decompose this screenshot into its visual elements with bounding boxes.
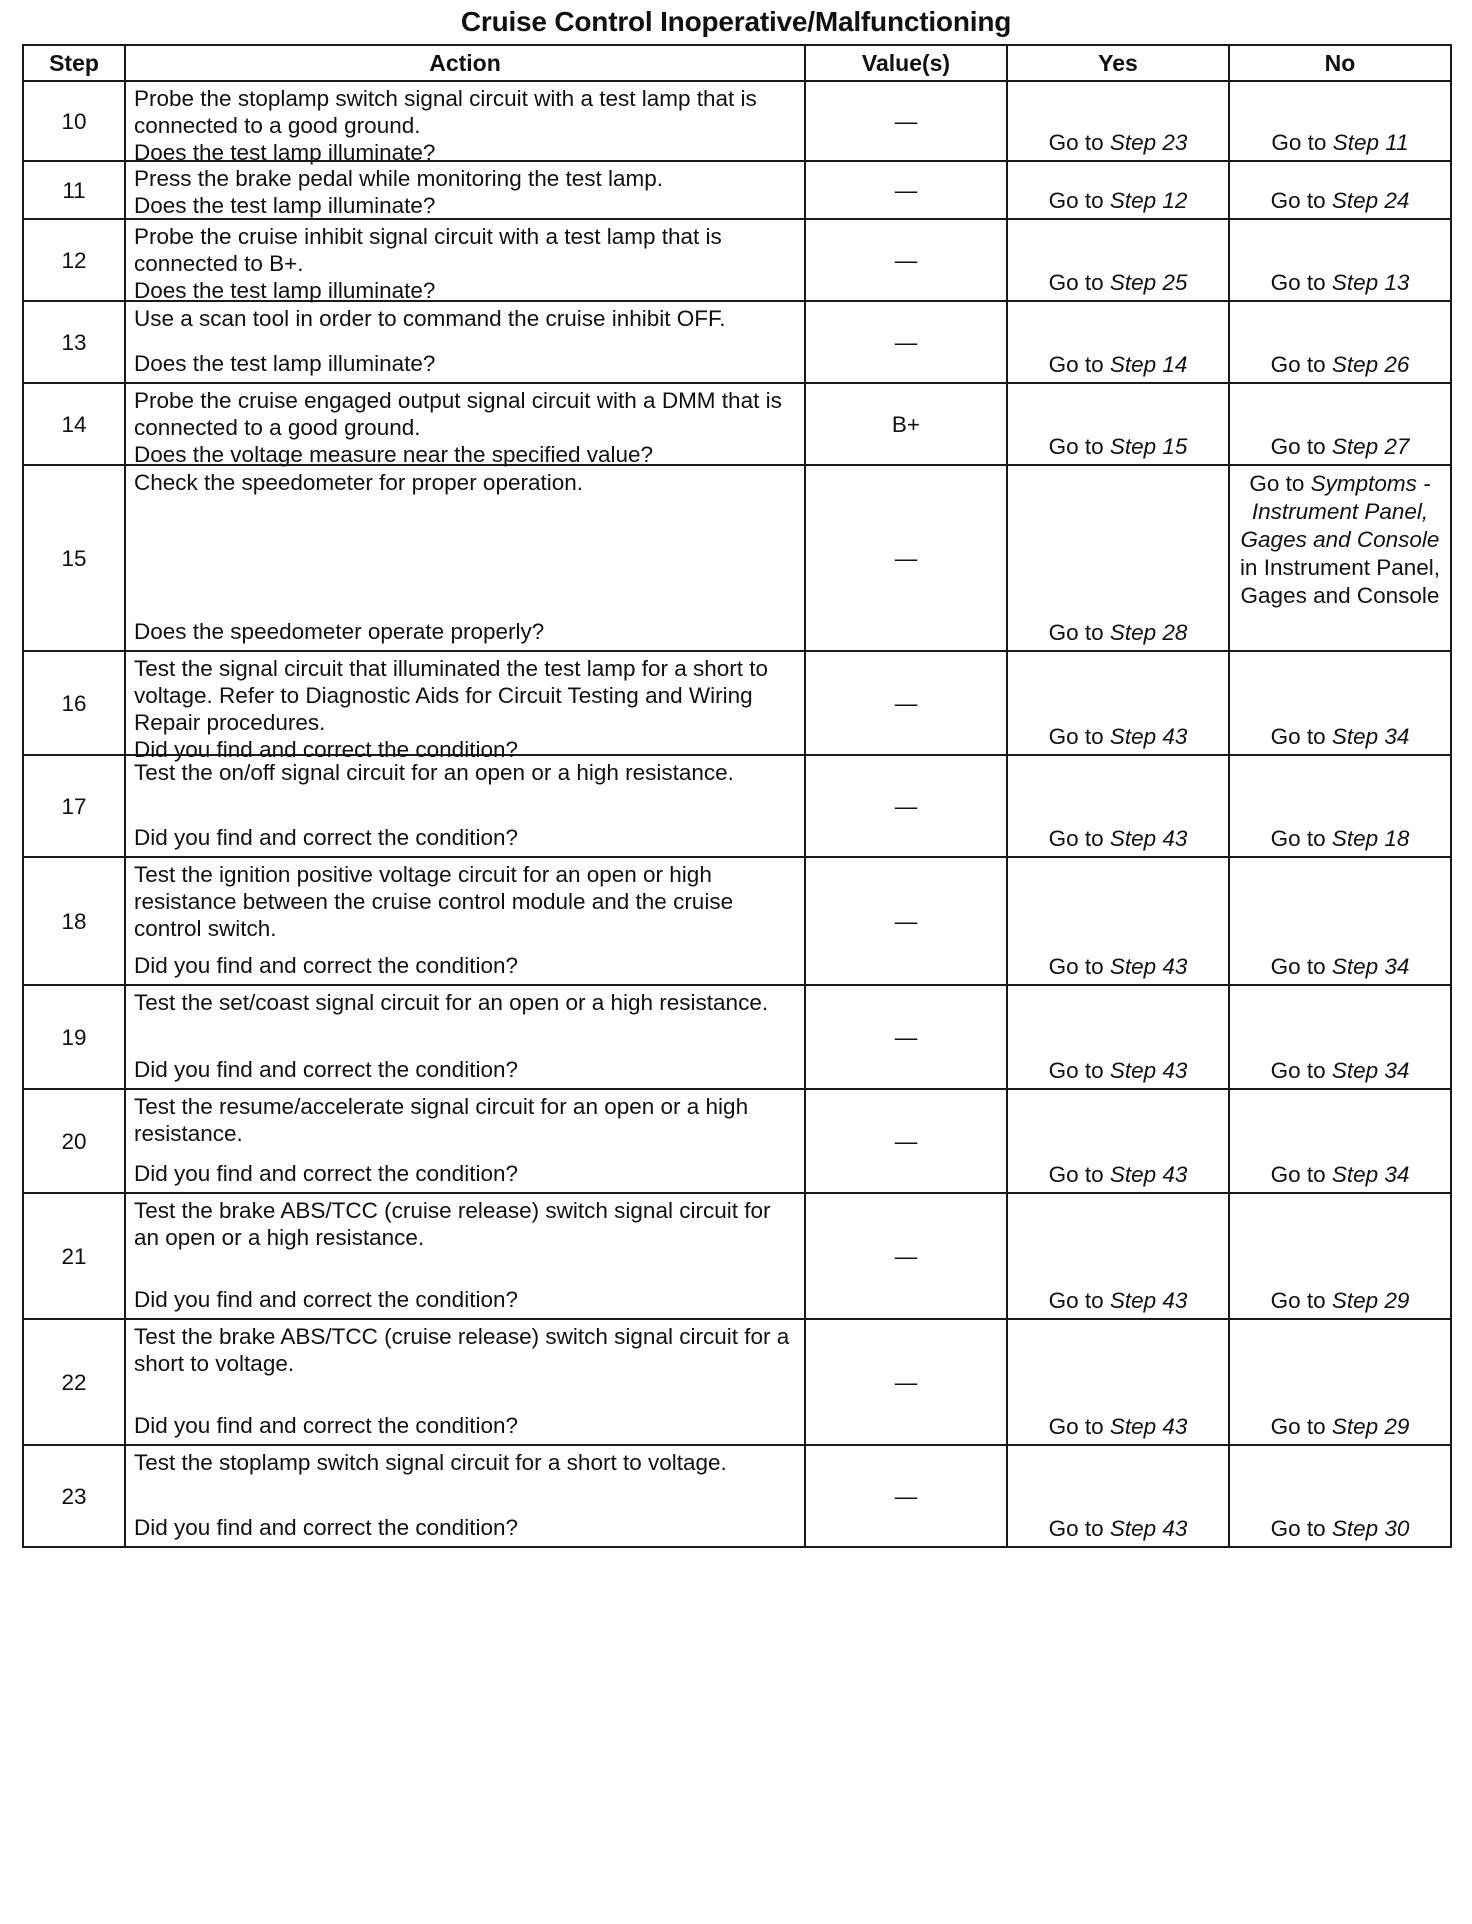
no-cell: [1229, 465, 1451, 651]
yes-prefix: Go to: [1048, 1288, 1110, 1313]
action-question: Does the test lamp illuminate?: [134, 193, 436, 218]
no-step-link[interactable]: Step 11: [1332, 130, 1409, 155]
action-content: [134, 759, 796, 851]
step-number: 22: [23, 1319, 125, 1445]
yes-step-link[interactable]: Step 43: [1109, 826, 1188, 851]
action-question: Did you find and correct the condition?: [134, 737, 518, 762]
table-row: [23, 81, 1451, 161]
table-row: [23, 301, 1451, 383]
action-question: Did you find and correct the condition?: [134, 1515, 518, 1540]
action-content: [134, 305, 796, 377]
value-cell: —: [805, 755, 1007, 857]
value-cell: —: [805, 985, 1007, 1089]
no-prefix: Go to: [1270, 1288, 1332, 1313]
table-row: [23, 1089, 1451, 1193]
yes-step-link[interactable]: Step 23: [1109, 130, 1188, 155]
step-number: 23: [23, 1445, 125, 1547]
yes-step-link[interactable]: Step 28: [1109, 620, 1188, 645]
yes-step-link[interactable]: Step 43: [1109, 1414, 1188, 1439]
yes-prefix: Go to: [1048, 826, 1110, 851]
no-step-link[interactable]: Step 18: [1331, 826, 1410, 851]
diagnostic-table: [22, 44, 1452, 1548]
action-cell: [125, 383, 805, 465]
action-question: Did you find and correct the condition?: [134, 1057, 518, 1082]
action-question: Did you find and correct the condition?: [134, 825, 518, 850]
yes-prefix: Go to: [1048, 1058, 1110, 1083]
value-cell: —: [805, 1445, 1007, 1547]
yes-prefix: Go to: [1048, 1162, 1110, 1187]
table-row: [23, 219, 1451, 301]
yes-cell: [1007, 985, 1229, 1089]
header-row: [23, 45, 1451, 81]
action-cell: [125, 465, 805, 651]
yes-prefix: Go to: [1048, 620, 1110, 645]
step-number: 17: [23, 755, 125, 857]
action-text: Probe the stoplamp switch signal circuit with a test lamp that is connected to a good ground.: [134, 86, 757, 138]
no-cell: [1229, 1193, 1451, 1319]
action-content: [134, 165, 796, 218]
action-cell: [125, 985, 805, 1089]
table-row: [23, 465, 1451, 651]
action-cell: [125, 1193, 805, 1319]
action-text: Test the signal circuit that illuminated the test lamp for a short to voltage. Refer to Diagnostic Aids for Circuit Testing and Wiring Repair procedures.: [134, 656, 769, 735]
action-question: Did you find and correct the condition?: [134, 1161, 518, 1186]
action-text: Probe the cruise engaged output signal circuit with a DMM that is connected to a good ground.: [134, 388, 782, 440]
table-row: [23, 1319, 1451, 1445]
no-prefix: Go to: [1270, 352, 1332, 377]
yes-prefix: Go to: [1048, 1414, 1110, 1439]
action-content: [134, 387, 796, 467]
yes-step-link[interactable]: Step 15: [1109, 434, 1188, 459]
yes-step-link[interactable]: Step 43: [1109, 1288, 1188, 1313]
header-values: Value(s): [805, 45, 1007, 81]
action-content: [134, 1093, 796, 1187]
yes-cell: [1007, 1445, 1229, 1547]
action-cell: [125, 1445, 805, 1547]
no-step-link[interactable]: Step 34: [1331, 1058, 1410, 1083]
action-question: Did you find and correct the condition?: [134, 953, 518, 978]
no-step-link[interactable]: Step 30: [1331, 1516, 1410, 1541]
step-number: 11: [23, 161, 125, 219]
yes-step-link[interactable]: Step 14: [1109, 352, 1188, 377]
action-content: [134, 655, 796, 762]
yes-step-link[interactable]: Step 43: [1109, 724, 1188, 749]
action-text: Use a scan tool in order to command the cruise inhibit OFF.: [134, 306, 726, 331]
header-action: Action: [125, 45, 805, 81]
yes-prefix: Go to: [1048, 954, 1110, 979]
table-row: [23, 1445, 1451, 1547]
header-no: No: [1229, 45, 1451, 81]
no-cell: [1229, 1319, 1451, 1445]
page-title: Cruise Control Inoperative/Malfunctioning: [460, 6, 1012, 37]
yes-cell: [1007, 161, 1229, 219]
no-prefix: Go to: [1270, 270, 1332, 295]
yes-cell: [1007, 301, 1229, 383]
no-step-link[interactable]: Step 34: [1331, 954, 1410, 979]
value-cell: —: [805, 81, 1007, 161]
no-step-link[interactable]: Step 34: [1331, 1162, 1410, 1187]
action-text: Check the speedometer for proper operation.: [134, 470, 584, 495]
action-text: Test the ignition positive voltage circuit for an open or high resistance between the cruise control module and the cruise control switch.: [134, 862, 734, 941]
no-cell: [1229, 219, 1451, 301]
step-number: 20: [23, 1089, 125, 1193]
no-cell: [1229, 1445, 1451, 1547]
yes-cell: [1007, 465, 1229, 651]
value-cell: —: [805, 1089, 1007, 1193]
action-question: Did you find and correct the condition?: [134, 1287, 518, 1312]
no-cell: [1229, 383, 1451, 465]
yes-cell: [1007, 219, 1229, 301]
step-number: 13: [23, 301, 125, 383]
action-cell: [125, 301, 805, 383]
value-cell: B+: [805, 383, 1007, 465]
yes-prefix: Go to: [1048, 434, 1110, 459]
action-text: Test the brake ABS/TCC (cruise release) switch signal circuit for a short to voltage.: [134, 1324, 790, 1376]
step-number: 18: [23, 857, 125, 985]
step-number: 12: [23, 219, 125, 301]
value-cell: —: [805, 301, 1007, 383]
no-cell: [1229, 985, 1451, 1089]
action-question: Did you find and correct the condition?: [134, 1413, 518, 1438]
action-content: [134, 861, 796, 979]
yes-step-link[interactable]: Step 43: [1109, 1162, 1188, 1187]
yes-prefix: Go to: [1048, 188, 1110, 213]
no-step-link[interactable]: Step 27: [1331, 434, 1410, 459]
action-cell: [125, 219, 805, 301]
action-question: Does the voltage measure near the specified value?: [134, 442, 654, 467]
yes-cell: [1007, 857, 1229, 985]
action-text: Test the resume/accelerate signal circuit for an open or a high resistance.: [134, 1094, 749, 1146]
yes-cell: [1007, 81, 1229, 161]
no-step-link[interactable]: Step 13: [1331, 270, 1410, 295]
yes-cell: [1007, 383, 1229, 465]
action-question: Does the test lamp illuminate?: [134, 351, 436, 376]
action-cell: [125, 755, 805, 857]
action-content: [134, 469, 796, 645]
yes-step-link[interactable]: Step 43: [1109, 1058, 1188, 1083]
yes-prefix: Go to: [1048, 352, 1110, 377]
no-step-link[interactable]: Step 29: [1331, 1288, 1410, 1313]
yes-step-link[interactable]: Step 43: [1109, 1516, 1188, 1541]
no-prefix: Go to: [1270, 188, 1332, 213]
yes-cell: [1007, 1193, 1229, 1319]
no-step-link[interactable]: Step 24: [1331, 188, 1410, 213]
no-cell: [1229, 161, 1451, 219]
no-prefix: Go to: [1249, 471, 1311, 496]
no-prefix: Go to: [1270, 724, 1332, 749]
yes-step-link[interactable]: Step 43: [1109, 954, 1188, 979]
action-content: [134, 1197, 796, 1313]
no-cell: [1229, 755, 1451, 857]
action-content: [134, 85, 796, 165]
action-text: Test the stoplamp switch signal circuit for a short to voltage.: [134, 1450, 727, 1475]
step-number: 16: [23, 651, 125, 755]
yes-cell: [1007, 651, 1229, 755]
table-row: [23, 755, 1451, 857]
step-number: 21: [23, 1193, 125, 1319]
yes-prefix: Go to: [1048, 1516, 1110, 1541]
action-cell: [125, 651, 805, 762]
yes-cell: [1007, 755, 1229, 857]
table-row: [23, 857, 1451, 985]
action-content: [134, 1449, 796, 1541]
no-prefix: Go to: [1270, 1058, 1332, 1083]
no-prefix: Go to: [1270, 434, 1332, 459]
value-cell: —: [805, 651, 1007, 755]
action-question: Does the test lamp illuminate?: [134, 278, 436, 303]
yes-prefix: Go to: [1048, 130, 1110, 155]
action-cell: [125, 1319, 805, 1445]
table-row: [23, 161, 1451, 219]
action-question: Does the speedometer operate properly?: [134, 619, 545, 644]
value-cell: —: [805, 465, 1007, 651]
action-content: [134, 989, 796, 1083]
no-cell: [1229, 301, 1451, 383]
step-number: 10: [23, 81, 125, 161]
yes-prefix: Go to: [1048, 724, 1110, 749]
action-text: Press the brake pedal while monitoring the test lamp.: [134, 166, 664, 191]
yes-prefix: Go to: [1048, 270, 1110, 295]
step-number: 14: [23, 383, 125, 465]
action-cell: [125, 857, 805, 985]
no-suffix: in Instrument Panel, Gages and Console: [1239, 555, 1441, 608]
action-question: Does the test lamp illuminate?: [134, 140, 436, 165]
action-text: Test the on/off signal circuit for an open or a high resistance.: [134, 760, 734, 785]
no-step-link[interactable]: Step 29: [1331, 1414, 1410, 1439]
action-text: Test the set/coast signal circuit for an open or a high resistance.: [134, 990, 769, 1015]
no-prefix: Go to: [1270, 826, 1332, 851]
value-cell: —: [805, 161, 1007, 219]
action-content: [134, 223, 796, 303]
yes-cell: [1007, 1319, 1229, 1445]
table-row: [23, 383, 1451, 465]
table-row: [23, 651, 1451, 755]
yes-step-link[interactable]: Step 12: [1109, 188, 1188, 213]
action-text: Probe the cruise inhibit signal circuit with a test lamp that is connected to B+.: [134, 224, 722, 276]
action-cell: [125, 1089, 805, 1193]
no-prefix: Go to: [1270, 954, 1332, 979]
table-row: [23, 1193, 1451, 1319]
no-prefix: Go to: [1271, 130, 1333, 155]
header-yes: Yes: [1007, 45, 1229, 81]
step-number: 15: [23, 465, 125, 651]
no-cell: [1229, 857, 1451, 985]
action-cell: [125, 161, 805, 219]
value-cell: —: [805, 219, 1007, 301]
header-step: Step: [23, 45, 125, 81]
no-cell: [1229, 1089, 1451, 1193]
step-number: 19: [23, 985, 125, 1089]
no-prefix: Go to: [1270, 1516, 1332, 1541]
no-step-link[interactable]: Step 26: [1331, 352, 1410, 377]
yes-cell: [1007, 1089, 1229, 1193]
value-cell: —: [805, 857, 1007, 985]
value-cell: —: [805, 1319, 1007, 1445]
action-cell: [125, 81, 805, 165]
no-cell: [1229, 81, 1451, 161]
table-row: [23, 985, 1451, 1089]
yes-step-link[interactable]: Step 25: [1109, 270, 1188, 295]
value-cell: —: [805, 1193, 1007, 1319]
action-content: [134, 1323, 796, 1439]
no-prefix: Go to: [1270, 1162, 1332, 1187]
no-prefix: Go to: [1270, 1414, 1332, 1439]
no-step-link[interactable]: Symptoms - Instrument Panel, Gages and Console: [1240, 471, 1440, 552]
no-cell: [1229, 651, 1451, 755]
action-text: Test the brake ABS/TCC (cruise release) switch signal circuit for an open or a high resistance.: [134, 1198, 771, 1250]
no-step-link[interactable]: Step 34: [1331, 724, 1410, 749]
